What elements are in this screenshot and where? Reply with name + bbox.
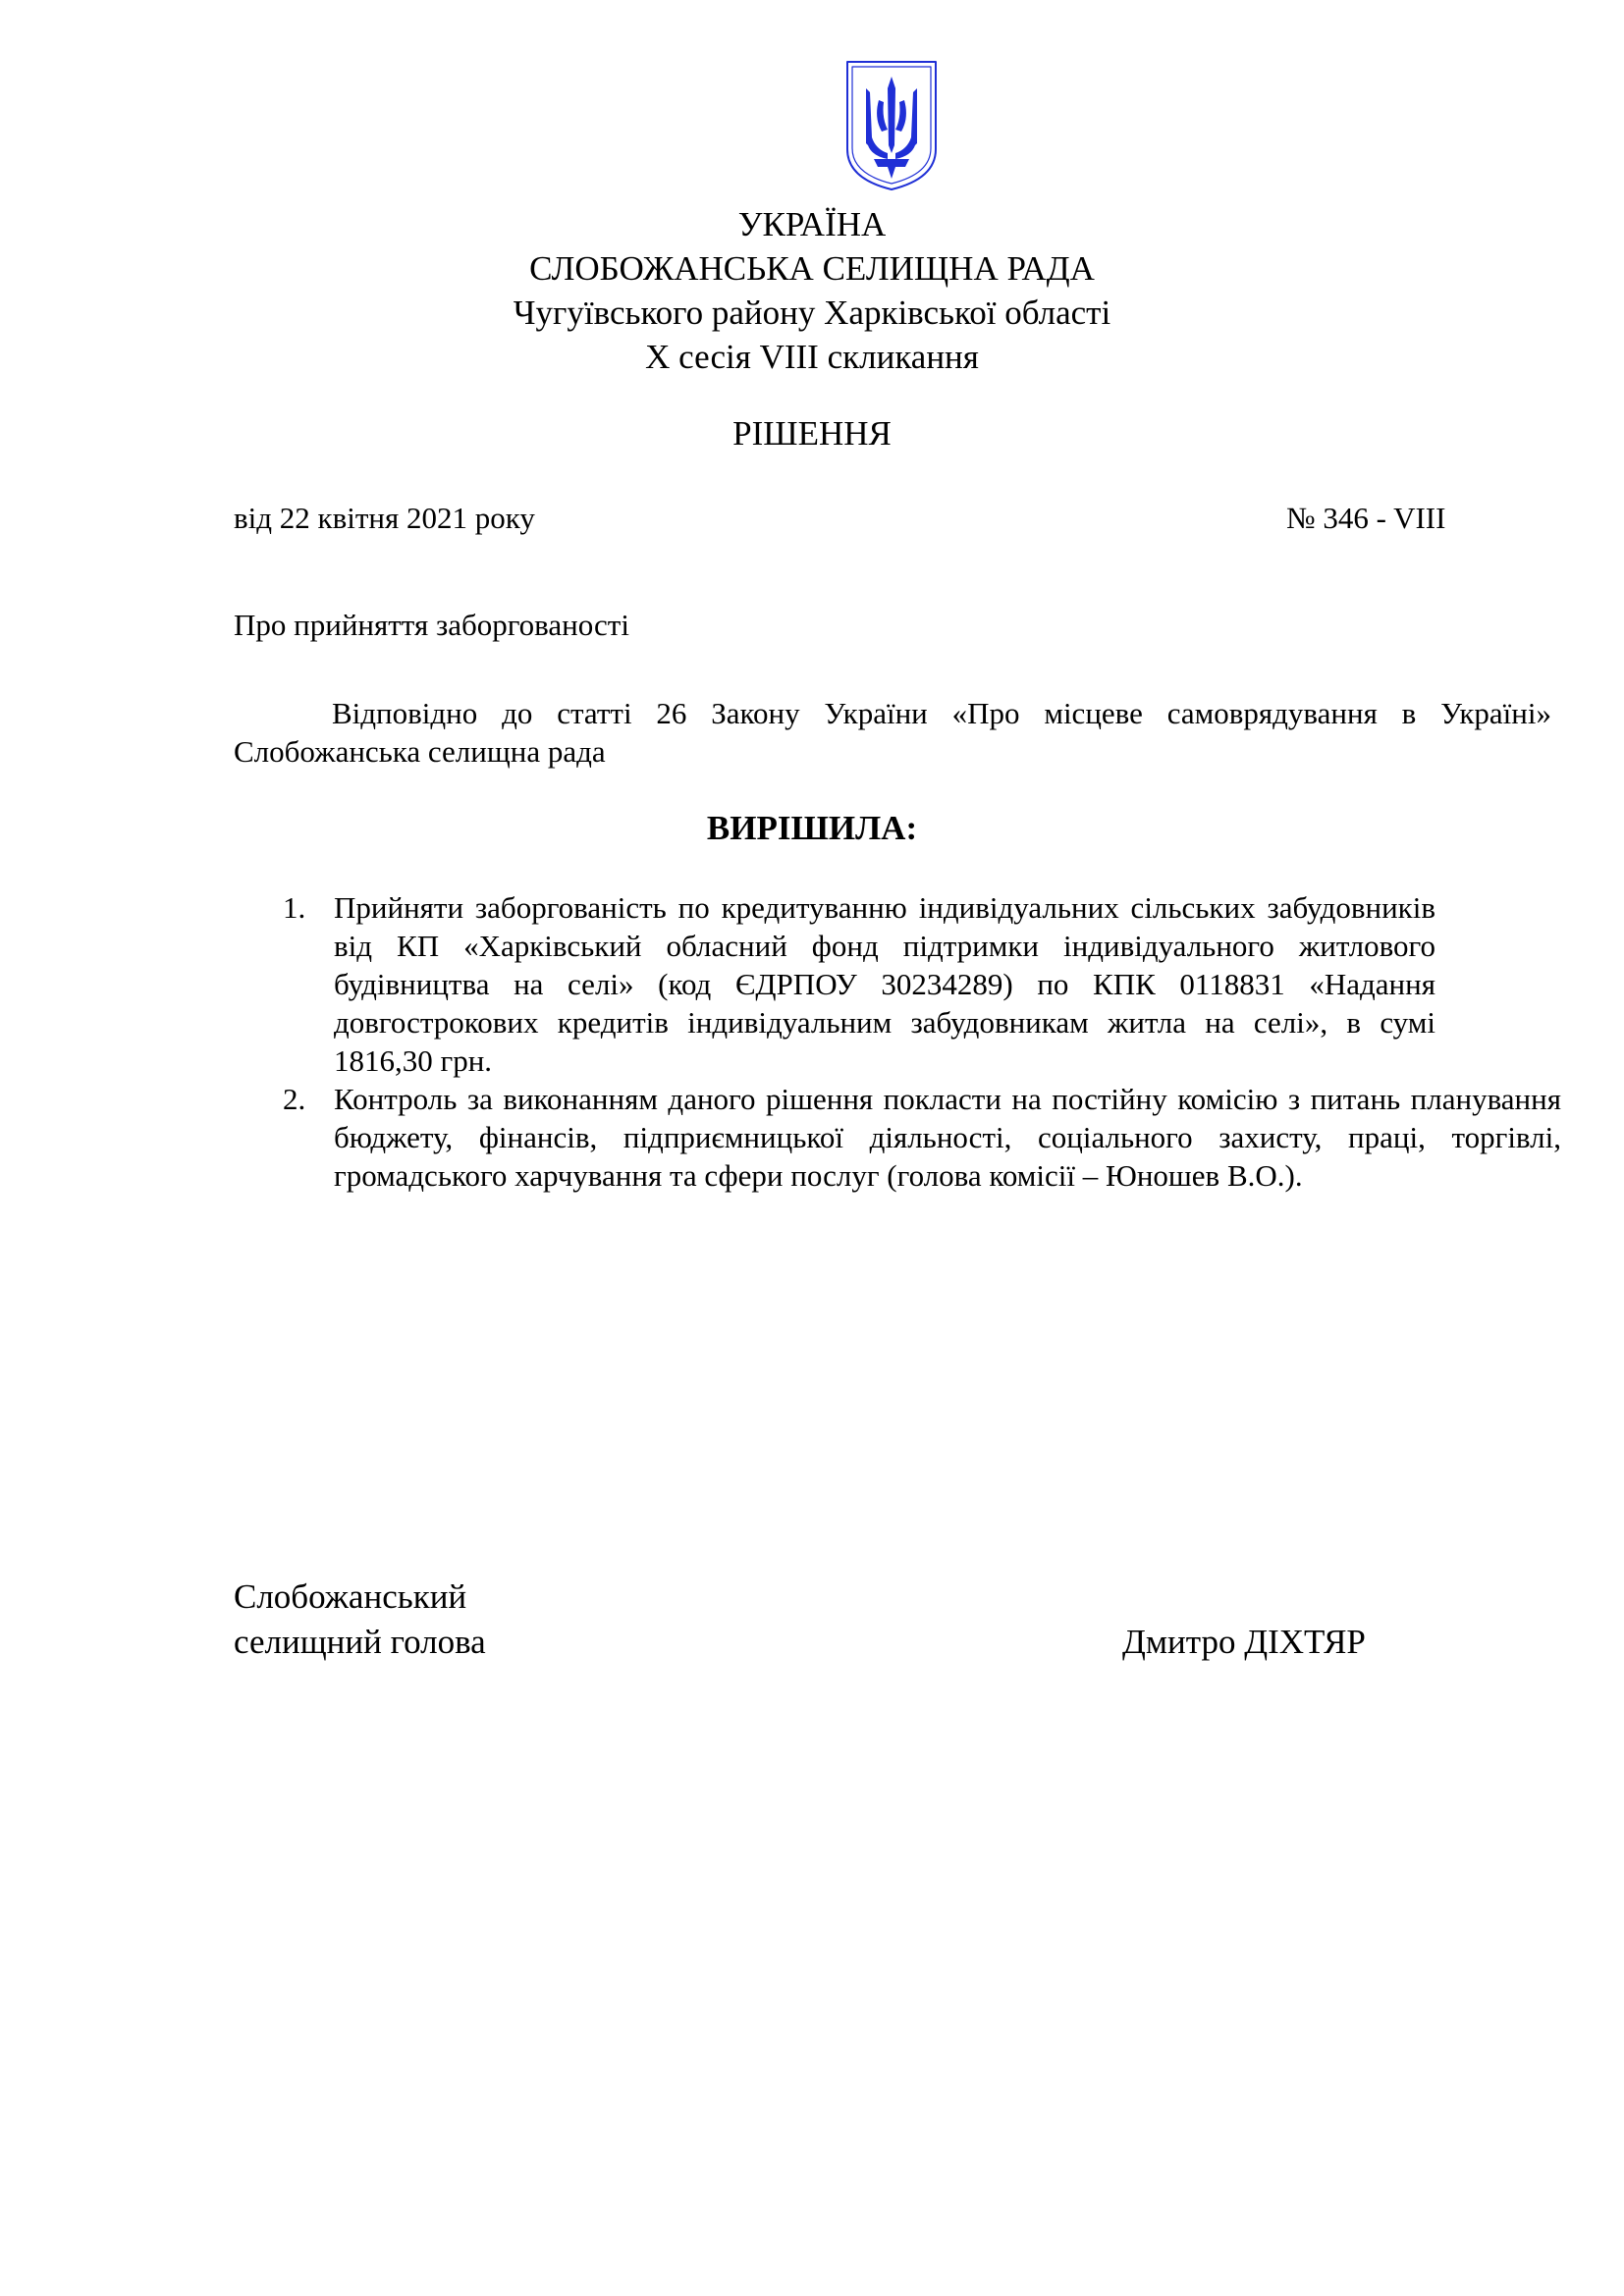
decision-items [234,888,1561,1195]
decision-subject: Про прийняття заборгованості [234,608,629,642]
signatory-title-line1: Слобожанський [234,1577,467,1616]
header-district: Чугуївського району Харківської області [513,294,1111,332]
item-text: Прийняти заборгованість по кредитуванню індивідуальних сільських забудовників від КП «Харківський обласний фонд підтримки індивідуального житлового будівництва на селі» (код ЄДРПОУ 30234289) по КПК 0118831 «Надання довгострокових кредитів індивідуальним забудовникам житла на селі», в сумі 1816,30 грн. [334,890,1435,1078]
item-text: Контроль за виконанням даного рішення покласти на постійну комісію з питань планування бюджету, фінансів, підприємницької діяльності, соціального захисту, праці, торгівлі, громадського харчування та сфери послуг (голова комісії – Юношев В.О.). [334,1082,1561,1193]
document-type: РІШЕННЯ [732,414,892,453]
decision-item-2 [234,1080,1561,1195]
header-council: СЛОБОЖАНСЬКА СЕЛИЩНА РАДА [529,249,1095,288]
item-number: 1. [283,890,306,925]
decision-date: від 22 квітня 2021 року [234,501,535,535]
header-session: Х сесія VIII скликання [645,338,979,376]
signatory-name: Дмитро ДІХТЯР [1122,1623,1366,1661]
signatory-title [234,1575,486,1665]
item-number: 2. [283,1082,306,1116]
decision-item-1 [234,888,1435,1080]
resolved-heading: ВИРІШИЛА: [706,809,918,847]
decision-number: № 346 - VIII [1286,501,1446,535]
preamble-paragraph: Відповідно до статті 26 Закону України «Про місцеве самоврядування в Україні» Слобожанська селищна рада [234,696,1551,769]
header-country: УКРАЇНА [737,205,887,243]
signatory-title-line2: селищний голова [234,1623,486,1661]
ukraine-coat-of-arms-icon [844,59,939,192]
